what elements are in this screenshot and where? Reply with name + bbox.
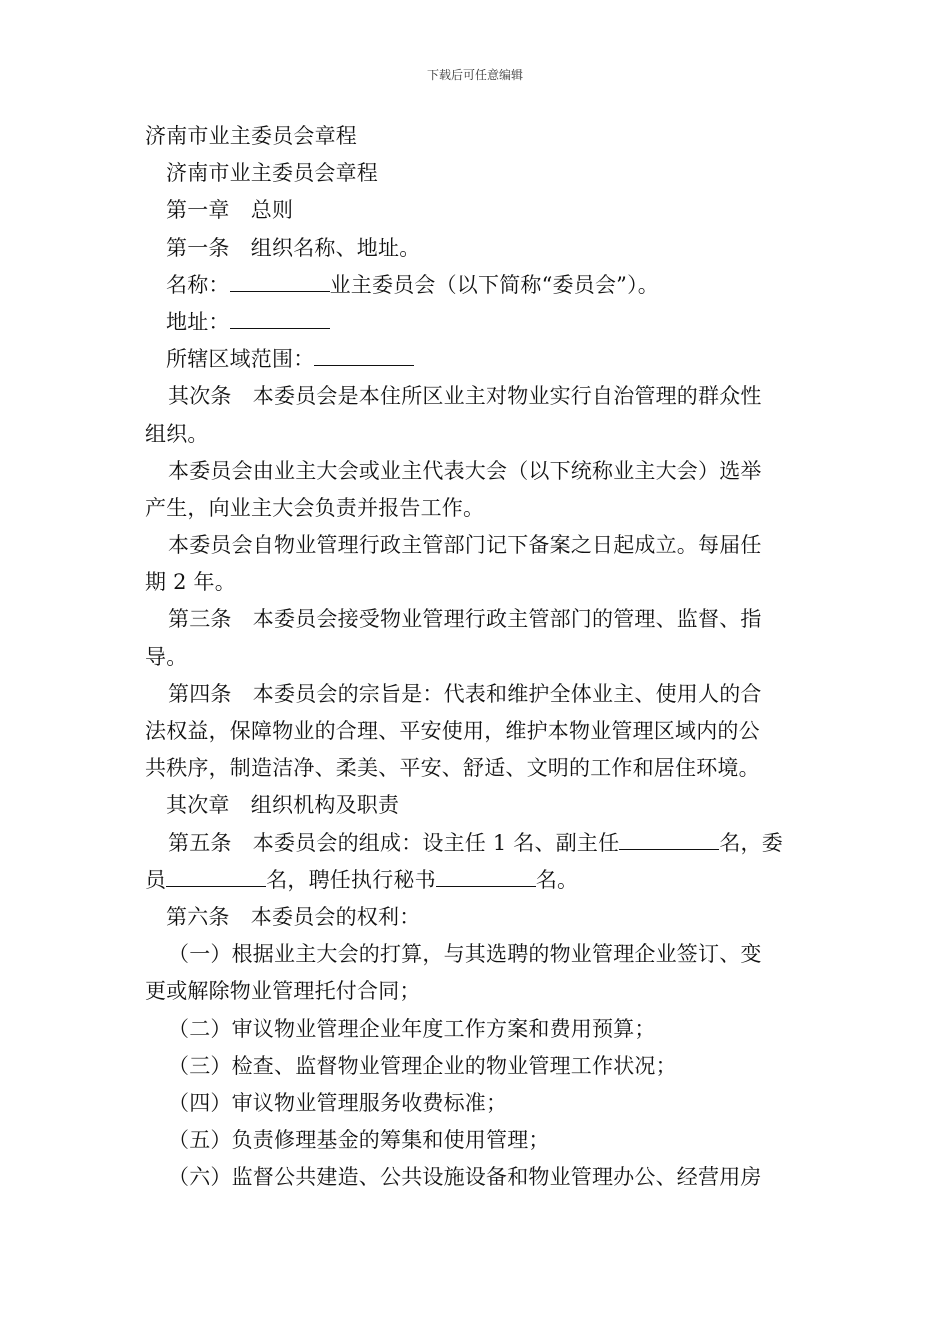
name-label: 名称： — [166, 272, 230, 297]
paragraph-line: 本委员会由业主大会或业主代表大会（以下统称业主大会）选举 — [168, 458, 762, 483]
paragraph-line: 法权益，保障物业的合理、平安使用，维护本物业管理区域内的公 — [145, 719, 760, 743]
chapter-heading: 第一章 总则 — [166, 198, 294, 223]
address-label: 地址： — [166, 309, 230, 334]
article-heading: 第六条 本委员会的权利： — [166, 904, 421, 929]
member-blank — [166, 865, 266, 887]
article-heading: 第一条 组织名称、地址。 — [166, 235, 421, 260]
name-blank — [230, 270, 330, 292]
area-line — [145, 341, 809, 378]
document-body — [145, 118, 809, 1196]
list-item: （三）检查、监督物业管理企业的物业管理工作状况； — [168, 1053, 677, 1078]
name-suffix: 业主委员会（以下简称“委员会”）。 — [329, 272, 659, 297]
header-note: 下载后可任意编辑 — [426, 68, 523, 82]
address-blank — [230, 307, 330, 329]
paragraph-line: 其次条 本委员会是本住所区业主对物业实行自治管理的群众性 — [168, 384, 762, 409]
paragraph-line: 第四条 本委员会的宗旨是：代表和维护全体业主、使用人的合 — [168, 681, 762, 706]
composition-text: 名，聘任执行秘书 — [266, 867, 436, 892]
composition-text: 名。 — [535, 867, 579, 892]
paragraph-line: 第三条 本委员会接受物业管理行政主管部门的管理、监督、指 — [168, 607, 762, 632]
area-label: 所辖区域范围： — [166, 347, 315, 372]
document-subtitle: 济南市业主委员会章程 — [166, 161, 378, 186]
composition-line — [145, 862, 809, 899]
secretary-blank — [436, 865, 536, 887]
paragraph-line: 导。 — [145, 644, 188, 669]
paragraph-line: 产生，向业主大会负责并报告工作。 — [145, 495, 485, 520]
composition-text: 员 — [145, 867, 167, 892]
chapter-heading: 其次章 组织机构及职责 — [166, 793, 400, 818]
list-item: （五）负责修理基金的筹集和使用管理； — [168, 1128, 550, 1153]
list-item: （二）审议物业管理企业年度工作方案和费用预算； — [168, 1016, 656, 1041]
paragraph-line: 本委员会自物业管理行政主管部门记下备案之日起成立。每届任 — [168, 533, 762, 558]
composition-text: 第五条 本委员会的组成：设主任 1 名、副主任 — [168, 830, 620, 855]
address-line — [145, 304, 809, 341]
paragraph-line: 共秩序，制造洁净、柔美、平安、舒适、文明的工作和居住环境。 — [145, 756, 760, 781]
document-title: 济南市业主委员会章程 — [145, 124, 357, 148]
list-item: 更或解除物业管理托付合同； — [145, 979, 421, 1004]
list-item: （一）根据业主大会的打算，与其选聘的物业管理企业签订、变 — [168, 942, 762, 967]
area-blank — [314, 344, 414, 366]
vice-director-blank — [619, 828, 719, 850]
list-item: （六）监督公共建造、公共设施设备和物业管理办公、经营用房 — [168, 1165, 762, 1190]
paragraph-line: 组织。 — [145, 421, 209, 446]
name-line — [145, 267, 809, 304]
composition-text: 名，委 — [719, 830, 783, 855]
list-item: （四）审议物业管理服务收费标准； — [168, 1090, 508, 1115]
paragraph-line: 期 2 年。 — [145, 570, 236, 595]
composition-line — [145, 825, 809, 862]
